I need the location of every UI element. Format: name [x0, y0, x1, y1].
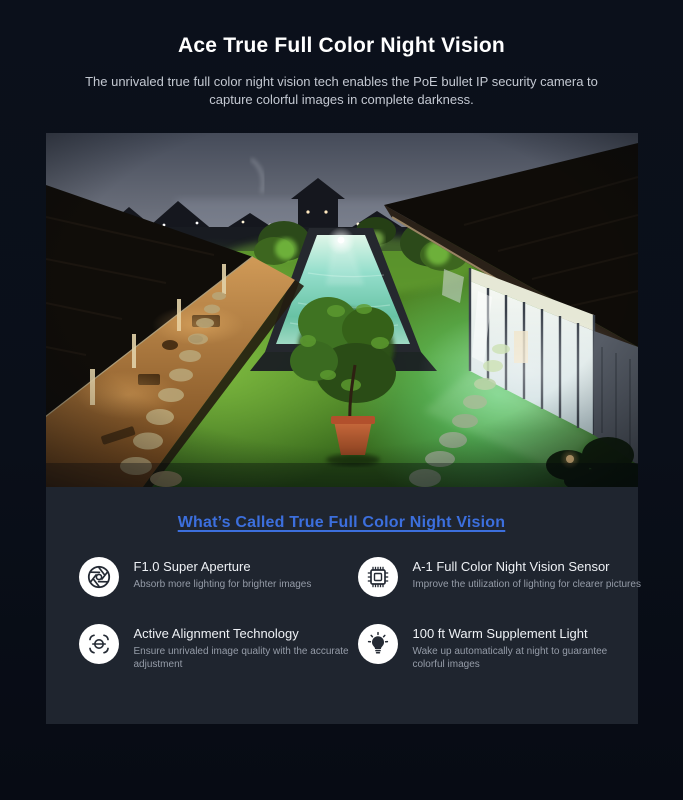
feature-text: [413, 624, 631, 671]
aperture-icon: [86, 564, 112, 590]
feature-item-aperture: [79, 557, 358, 597]
night-villa-photo: [46, 133, 638, 487]
section-heading-link[interactable]: What’s Called True Full Color Night Vision: [177, 514, 506, 532]
feature-icon-circle: [79, 624, 119, 664]
feature-text: [413, 557, 641, 591]
feature-description: Absorb more lighting for brighter images: [133, 578, 312, 590]
section-heading: [46, 514, 638, 532]
feature-icon-circle: [358, 624, 398, 664]
feature-text: [134, 557, 312, 591]
warm-light-bulb-icon: [365, 631, 391, 657]
feature-text: [134, 624, 356, 671]
page-subtitle: The unrivaled true full color night vision tech enables the PoE bullet IP security camera to capture colorful images in complete darkness.: [85, 74, 598, 108]
feature-title: A-1 Full Color Night Vision Sensor: [412, 559, 610, 575]
feature-icon-circle: [358, 557, 398, 597]
feature-grid: [46, 557, 641, 671]
page-title: Ace True Full Color Night Vision: [178, 34, 505, 57]
feature-item-warm-light: [358, 624, 641, 671]
sensor-chip-icon: [365, 564, 391, 590]
hero-section: [0, 0, 683, 109]
feature-description: Wake up automatically at night to guarantee colorful images: [412, 645, 608, 670]
feature-item-alignment: [79, 624, 358, 671]
feature-icon-circle: [79, 557, 119, 597]
feature-title: 100 ft Warm Supplement Light: [412, 626, 588, 642]
feature-item-sensor: [358, 557, 641, 597]
feature-title: F1.0 Super Aperture: [133, 559, 251, 575]
feature-description: Ensure unrivaled image quality with the accurate adjustment: [133, 645, 349, 670]
alignment-focus-icon: [86, 631, 112, 657]
feature-title: Active Alignment Technology: [133, 626, 299, 642]
feature-panel: [46, 487, 641, 724]
feature-description: Improve the utilization of lighting for clearer pictures: [412, 578, 641, 590]
